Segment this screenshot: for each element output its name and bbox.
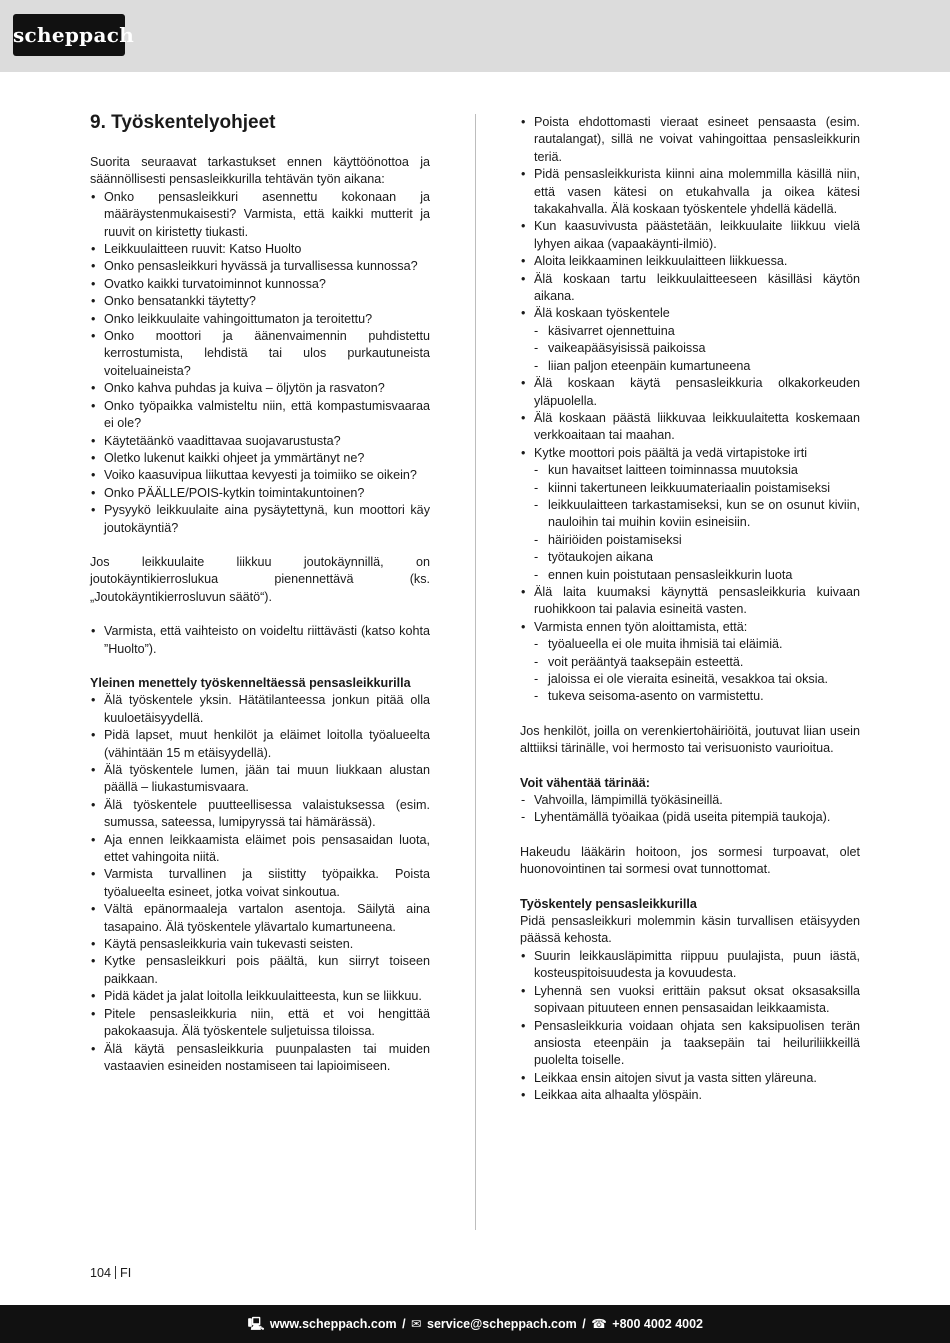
list-item: • Onko pensasleikkuri asennettu kokonaan ja määräystenmukaisesti? Varmista, että kaikki mutterit ja ruuvit on kiristetty tiukasti. [90,189,430,241]
list-item: • Kytke pensasleikkuri pois päältä, kun siirryt toiseen paikkaan. [90,953,430,988]
idle-paragraph: Jos leikkuulaite liikkuu joutokäynnillä, on joutokäyntikierroslukua pienennettävä (ks. „Joutokäyntikierrosluvun säätö“). [90,554,430,604]
list-item: • Älä käytä pensasleikkuria puunpalasten tai muiden vastaavien esineiden nostamiseen tai lapioimiseen. [90,1041,430,1076]
list-item: - työtaukojen aikana [520,549,860,566]
contact-separator: / [402,1317,406,1331]
website-link[interactable]: www.scheppach.com [269,1317,397,1331]
list-item: - leikkuulaitteen tarkastamiseksi, kun se on osunut kiviin, nauloihin tai muihin koviin esineisiin. [520,497,860,532]
doctor-paragraph: Hakeudu lääkärin hoitoon, jos sormesi turpoavat, olet huonovointinen tai sormesi ovat tunnottomat. [520,844,860,877]
list-item: • Älä koskaan käytä pensasleikkuria olkakorkeuden yläpuolella. [520,375,860,410]
list-item: - häiriöiden poistamiseksi [520,532,860,549]
list-item: • Onko moottori ja äänenvaimennin puhdistettu kerrostumista, lehdistä tai ulos purkautuneista voiteluaineista? [90,328,430,380]
list-item: • Älä koskaan työskentele [520,305,860,322]
left-column [90,112,430,1075]
list-item: • Pensasleikkuria voidaan ohjata sen kaksipuolisen terän ansiosta eteenpäin ja taaksepäin tai heiluriliikkeillä puolelta toiselle. [520,1018,860,1070]
list-item: • Pidä kädet ja jalat loitolla leikkuulaitteesta, kun se liikkuu. [90,988,430,1005]
list-item: • Onko työpaikka valmisteltu niin, että kompastumisvaaraa ei ole? [90,398,430,433]
list-item: • Onko leikkuulaite vahingoittumaton ja teroitettu? [90,311,430,328]
page-number-area [90,1266,131,1280]
header-band [0,0,950,72]
list-item: • Varmista turvallinen ja siistitty työpaikka. Poista työalueelta esineet, jotka voivat sinkoutua. [90,866,430,901]
contact-separator: / [582,1317,586,1331]
list-item: - tukeva seisoma-asento on varmistettu. [520,688,860,705]
list-item: • Älä työskentele yksin. Hätätilanteessa jonkun pitää olla kuuloetäisyydellä. [90,692,430,727]
email-link[interactable]: service@scheppach.com [427,1317,577,1331]
list-item: • Älä koskaan päästä liikkuvaa leikkuulaitetta koskemaan verkkoaitaan tai maahan. [520,410,860,445]
general-list [90,692,430,1075]
list-item: • Lyhennä sen vuoksi erittäin paksut oksat oksasaksilla sopivaan pituuteen ennen pensasaidan leikkaamista. [520,983,860,1018]
list-item: • Kun kaasuvivusta päästetään, leikkuulaite liikkuu vielä lyhyen aikaa (vapaakäynti-ilmiö). [520,218,860,253]
safety-list-a [520,114,860,323]
general-heading: Yleinen menettely työskenneltäessä pensasleikkurilla [90,675,411,690]
list-item: • Ovatko kaikki turvatoiminnot kunnossa? [90,276,430,293]
list-item: - vaikeapääsyisissä paikoissa [520,340,860,357]
list-item: - Vahvoilla, lämpimillä työkäsineillä. [520,792,860,809]
list-item: - ennen kuin poistutaan pensasleikkurin luota [520,567,860,584]
list-item: • Käytä pensasleikkuria vain tukevasti seisten. [90,936,430,953]
computer-icon: 🖳 [247,1317,265,1331]
list-item: • Leikkaa aita alhaalta ylöspäin. [520,1087,860,1104]
list-item: - käsivarret ojennettuina [520,323,860,340]
list-item: • Älä työskentele lumen, jään tai muun liukkaan alustan päällä – liukastumisvaara. [90,762,430,797]
list-item: - työalueella ei ole muita ihmisiä tai eläimiä. [520,636,860,653]
page-number: 104 [90,1266,112,1280]
list-item: • Varmista, että vaihteisto on voideltu riittävästi (katso kohta ”Huolto”). [90,623,430,658]
working-intro: Pidä pensasleikkuri molemmin käsin turvallisen etäisyyden päässä kehosta. [520,914,860,946]
list-item: - kun havaitset laitteen toiminnassa muutoksia [520,462,860,479]
list-item: • Pidä pensasleikkurista kiinni aina molemmilla käsillä niin, että vasen kätesi on etukahvalla ja oikea kätesi takakahvalla. Älä koskaan työskentele yhdellä kädellä. [520,166,860,218]
list-item: • Kytke moottori pois päältä ja vedä virtapistoke irti [520,445,860,462]
list-item: • Aloita leikkaaminen leikkuulaitteen liikkuessa. [520,253,860,270]
vibration-list [520,792,860,827]
list-item: • Älä laita kuumaksi käynyttä pensasleikkuria kuivaan ruohikkoon tai palavia esineitä vasten. [520,584,860,619]
list-item: • Vältä epänormaaleja vartalon asentoja. Säilytä aina tasapaino. Älä työskentele ylävartalo kumartuneena. [90,901,430,936]
never-work-sublist [520,323,860,375]
contact-bar [0,1305,950,1343]
list-item: • Leikkuulaitteen ruuvit: Katso Huolto [90,241,430,258]
vibration-heading: Voit vähentää tärinää: [520,775,650,790]
list-item: • Poista ehdottomasti vieraat esineet pensaasta (esim. rautalangat), sillä ne voivat vahingoittaa pensasleikkurin teriä. [520,114,860,166]
page-separator [115,1266,116,1279]
list-item: - voit perääntyä taaksepäin esteettä. [520,654,860,671]
list-item: • Onko kahva puhdas ja kuiva – öljytön ja rasvaton? [90,380,430,397]
checks-list [90,189,430,537]
circulation-paragraph: Jos henkilöt, joilla on verenkiertohäiriöitä, joutuvat liian usein alttiiksi tärinälle, voi hermosto tai verisuonisto vaurioitua. [520,723,860,756]
envelope-icon: ✉ [411,1317,422,1331]
list-item: • Aja ennen leikkaamista eläimet pois pensasaidan luota, ettet vahingoita niitä. [90,832,430,867]
list-item: • Pitele pensasleikkuria niin, että et voi hengittää pakokaasuja. Älä työskentele suljetuissa tiloissa. [90,1006,430,1041]
list-item: • Varmista ennen työn aloittamista, että: [520,619,860,636]
before-start-sublist [520,636,860,706]
working-list [520,948,860,1105]
list-item: • Pidä lapset, muut henkilöt ja eläimet loitolla työalueelta (vähintään 15 m etäisyydellä). [90,727,430,762]
list-item: • Älä työskentele puutteellisessa valaistuksessa (esim. sumussa, sateessa, lumipyryssä tai hämärässä). [90,797,430,832]
phone-number: +800 4002 4002 [612,1317,703,1331]
list-item: • Onko PÄÄLLE/POIS-kytkin toimintakuntoinen? [90,485,430,502]
section-title: 9. Työskentelyohjeet [90,112,276,133]
page-language: FI [120,1266,132,1280]
list-item: • Käytetäänkö vaadittavaa suojavarustusta? [90,433,430,450]
list-item: - kiinni takertuneen leikkuumateriaalin poistamiseksi [520,480,860,497]
list-item: • Suurin leikkausläpimitta riippuu puulajista, puun iästä, kosteuspitoisuudesta ja kovuudesta. [520,948,860,983]
list-item: • Voiko kaasuvipua liikuttaa kevyesti ja toimiiko se oikein? [90,467,430,484]
right-column [520,114,860,1105]
working-heading: Työskentely pensasleikkurilla [520,896,697,911]
list-item: • Oletko lukenut kaikki ohjeet ja ymmärtänyt ne? [90,450,430,467]
safety-list-b [520,375,860,462]
list-item: - Lyhentämällä työaikaa (pidä useita pitempiä taukoja). [520,809,860,826]
list-item: • Onko bensatankki täytetty? [90,293,430,310]
list-item: • Onko pensasleikkuri hyvässä ja turvallisessa kunnossa? [90,258,430,275]
column-divider [475,114,476,1230]
list-item: • Leikkaa ensin aitojen sivut ja vasta sitten yläreuna. [520,1070,860,1087]
switch-off-sublist [520,462,860,584]
list-item: - jaloissa ei ole vieraita esineitä, vesakkoa tai oksia. [520,671,860,688]
intro-paragraph: Suorita seuraavat tarkastukset ennen käyttöönottoa ja säännöllisesti pensasleikkurilla tehtävän työn aikana: [90,155,430,187]
gear-check-list [90,623,430,658]
safety-list-c [520,584,860,636]
list-item: • Pysyykö leikkuulaite aina pysäytettynä, kun moottori käy joutokäyntiä? [90,502,430,537]
phone-icon: ☎ [591,1317,607,1331]
scheppach-logo: scheppach [13,14,125,56]
list-item: • Älä koskaan tartu leikkuulaitteeseen käsilläsi käytön aikana. [520,271,860,306]
list-item: - liian paljon eteenpäin kumartuneena [520,358,860,375]
